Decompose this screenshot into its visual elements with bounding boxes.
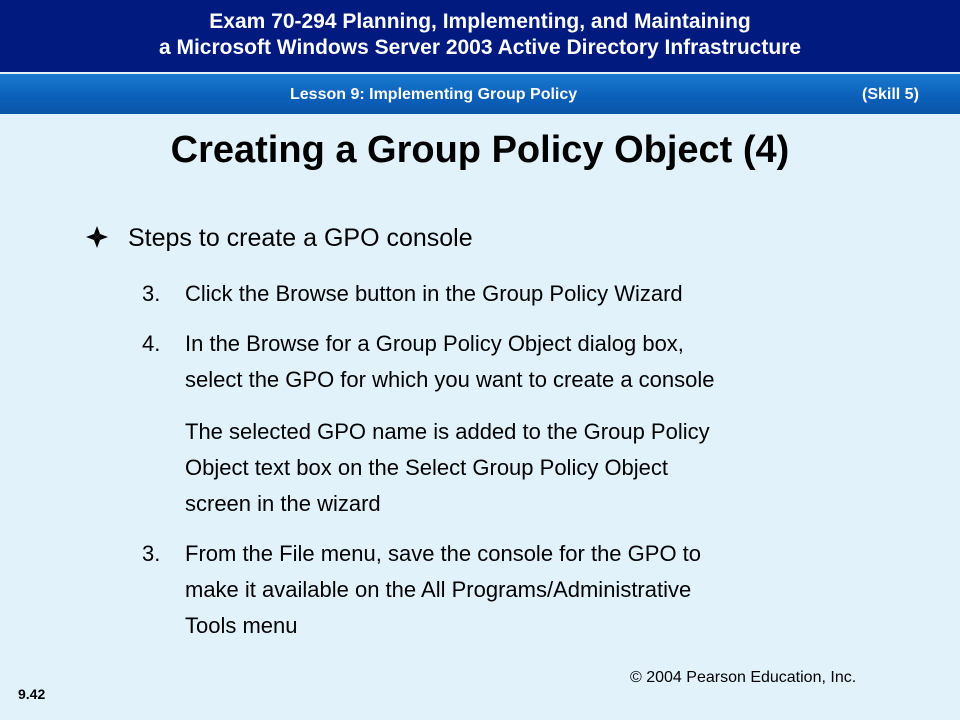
step-text-line: make it available on the All Programs/Administrative xyxy=(185,577,692,602)
note-line: screen in the wizard xyxy=(185,491,381,516)
lesson-label: Lesson 9: Implementing Group Policy xyxy=(290,86,578,103)
step-text: Click the Browse button in the Group Policy Wizard xyxy=(185,281,683,306)
step-note xyxy=(185,414,710,522)
main-bullet-text: Steps to create a GPO console xyxy=(128,224,473,252)
step-text-line: select the GPO for which you want to create a console xyxy=(185,367,715,392)
header-title-line-1: Exam 70-294 Planning, Implementing, and Maintaining xyxy=(209,10,751,33)
slide-number: 9.42 xyxy=(18,686,46,702)
step-number: 4. xyxy=(142,331,161,356)
step-text-line: Tools menu xyxy=(185,613,298,638)
step-number: 3. xyxy=(142,281,161,306)
note-line: The selected GPO name is added to the Group Policy xyxy=(185,419,710,444)
exam-header xyxy=(0,0,960,72)
skill-label: (Skill 5) xyxy=(862,86,919,103)
lesson-bar xyxy=(0,74,960,114)
step-text-line: From the File menu, save the console for the GPO to xyxy=(185,541,702,566)
step-number: 3. xyxy=(142,541,161,566)
main-bullet xyxy=(86,222,473,254)
copyright-notice: © 2004 Pearson Education, Inc. xyxy=(630,669,857,686)
header-title-line-2: a Microsoft Windows Server 2003 Active Directory Infrastructure xyxy=(158,36,802,59)
step-text-line: In the Browse for a Group Policy Object dialog box, xyxy=(185,331,684,356)
slide-title: Creating a Group Policy Object (4) xyxy=(170,129,790,171)
note-line: Object text box on the Select Group Policy Object xyxy=(185,455,669,480)
diamond-bullet-icon xyxy=(86,226,108,248)
